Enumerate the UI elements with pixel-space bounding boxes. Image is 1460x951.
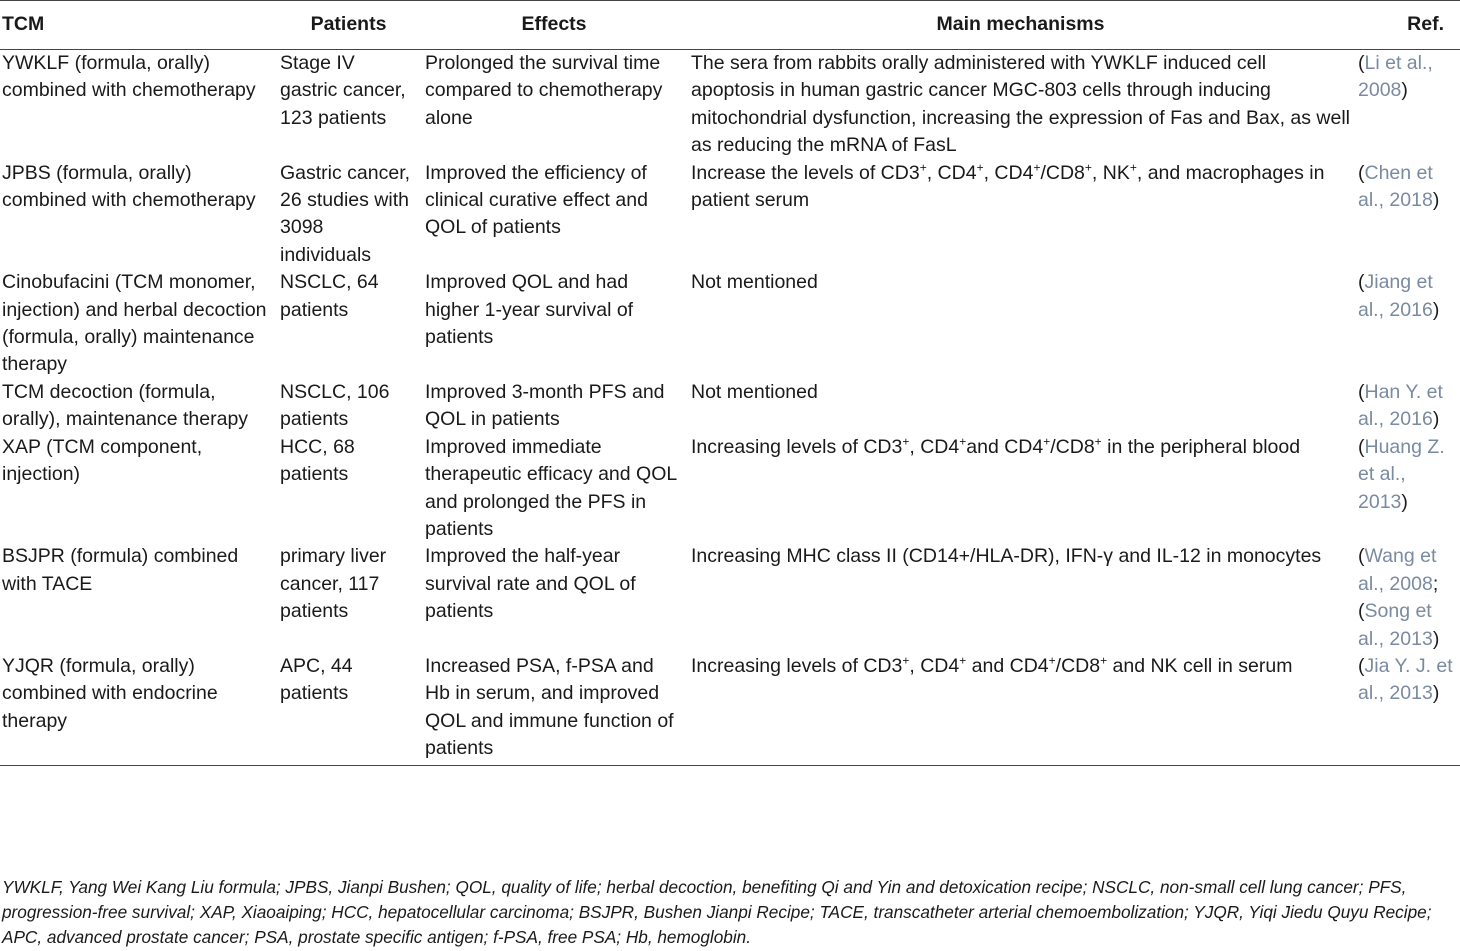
table-row	[0, 160, 1460, 270]
ref-citation[interactable]: (Song et al., 2013)	[1358, 600, 1440, 650]
header-patients: Patients	[276, 1, 421, 50]
mechanism-text: Increasing MHC class II (CD14+/HLA-DR), IFN-γ and IL-12 in monocytes	[691, 545, 1322, 568]
cell-patients: NSCLC, 64 patients	[280, 271, 379, 321]
cell-ref	[1354, 653, 1460, 765]
mechanism-text: and CD4	[966, 435, 1044, 458]
superscript-plus: +	[902, 653, 910, 668]
cell-tcm: XAP (TCM component, injection)	[2, 435, 203, 486]
mechanism-text: The sera from rabbits orally administered with YWKLF induced cell apoptosis in human gastric cancer MGC-803 cells through inducing mitochondrial dysfunction, increasing the expression of Fas and Bax, as well as reducing the mRNA of FasL	[691, 52, 1351, 157]
cell-patients: Gastric cancer, 26 studies with 3098 individuals	[280, 161, 411, 266]
ref-link[interactable]: Han Y. et al., 2016	[1358, 380, 1443, 431]
table-row	[0, 543, 1460, 653]
cell-tcm: YJQR (formula, orally) combined with endocrine therapy	[0, 653, 276, 765]
cell-main-mechanisms	[687, 269, 1354, 379]
ref-citation[interactable]: (Jia Y. J. et al., 2013)	[1358, 654, 1453, 705]
table-body	[0, 50, 1460, 766]
mechanism-text: and CD4	[966, 654, 1049, 677]
cell-ref	[1354, 269, 1460, 379]
table-row	[0, 269, 1460, 379]
superscript-plus: +	[976, 160, 984, 175]
superscript-plus: +	[959, 434, 967, 449]
ref-citation[interactable]: (Jiang et al., 2016)	[1358, 271, 1440, 321]
superscript-plus: +	[1129, 160, 1137, 175]
mechanism-text: Not mentioned	[691, 271, 818, 294]
cell-patients: HCC, 68 patients	[280, 435, 355, 486]
mechanism-text: and NK cell in serum	[1107, 654, 1293, 677]
mechanism-text: Increasing levels of CD3	[691, 654, 903, 677]
cell-tcm: TCM decoction (formula, orally), maintenance therapy	[2, 380, 249, 431]
superscript-plus: +	[1043, 434, 1051, 449]
header-ref: Ref.	[1354, 1, 1460, 50]
cell-tcm: JPBS (formula, orally) combined with chemotherapy	[2, 161, 256, 212]
cell-patients: primary liver cancer, 117 patients	[280, 545, 387, 623]
cell-effects: Improved the half-year survival rate and QOL of patients	[425, 545, 636, 623]
cell-effects: Improved QOL and had higher 1-year survival of patients	[425, 271, 634, 349]
cell-effects: Increased PSA, f-PSA and Hb in serum, and improved QOL and immune function of patients	[421, 653, 687, 765]
cell-ref	[1354, 379, 1460, 434]
cell-tcm: BSJPR (formula) combined with TACE	[2, 545, 239, 595]
ref-citation[interactable]: (Li et al., 2008)	[1358, 52, 1433, 102]
mechanism-text: /CD8	[1050, 435, 1095, 458]
ref-link[interactable]: Song et al., 2013	[1358, 600, 1433, 650]
mechanism-text: Increase the levels of CD3	[691, 161, 920, 184]
mechanism-text: /CD8	[1040, 161, 1085, 184]
table-row	[0, 50, 1460, 160]
mechanism-text: , NK	[1091, 161, 1130, 184]
mechanism-text: Not mentioned	[691, 380, 818, 403]
superscript-plus: +	[902, 434, 910, 449]
ref-citation[interactable]: (Han Y. et al., 2016)	[1358, 380, 1443, 431]
cell-ref	[1354, 50, 1460, 160]
cell-patients: NSCLC, 106 patients	[280, 380, 390, 431]
ref-citation[interactable]: (Chen et al., 2018)	[1358, 161, 1440, 212]
table-row	[0, 653, 1460, 765]
mechanism-text: /CD8	[1055, 654, 1101, 677]
mechanism-text: in the peripheral blood	[1101, 435, 1301, 458]
mechanism-text: , CD4	[909, 654, 960, 677]
ref-link[interactable]: Chen et al., 2018	[1358, 161, 1433, 212]
ref-citation[interactable]: (Huang Z. et al., 2013)	[1358, 435, 1445, 513]
superscript-plus: +	[1084, 160, 1092, 175]
table-header-row	[0, 1, 1460, 50]
mechanism-text: , and macrophages in patient serum	[691, 161, 1325, 212]
mechanism-text: Increasing levels of CD3	[691, 435, 903, 458]
ref-citation[interactable]: (Wang et al., 2008;	[1358, 545, 1439, 595]
superscript-plus: +	[1048, 653, 1056, 668]
cell-main-mechanisms	[687, 543, 1354, 653]
table-footnote: YWKLF, Yang Wei Kang Liu formula; JPBS, Jianpi Bushen; QOL, quality of life; herbal decoction, benefiting Qi and Yin and detoxication recipe; NSCLC, non-small cell lung cancer; PFS, progression-free survival; XAP, Xiaoaiping; HCC, hepatocellular carcinoma; BSJPR, Bushen Jianpi Recipe; TACE, transcatheter arterial chemoembolization; YJQR, Yiqi Jiedu Quyu Recipe; APC, advanced prostate cancer; PSA, prostate specific antigen; f-PSA, free PSA; Hb, hemoglobin.	[2, 877, 1432, 947]
cell-effects: Improved 3-month PFS and QOL in patients	[425, 380, 665, 431]
cell-tcm: YWKLF (formula, orally) combined with chemotherapy	[2, 52, 256, 102]
cell-tcm: Cinobufacini (TCM monomer, injection) and herbal decoction (formula, orally) maintenance therapy	[2, 271, 267, 376]
cell-main-mechanisms	[687, 160, 1354, 270]
cell-main-mechanisms	[687, 653, 1354, 765]
cell-patients: Stage IV gastric cancer, 123 patients	[280, 52, 406, 129]
cell-main-mechanisms	[687, 379, 1354, 434]
header-tcm: TCM	[0, 1, 276, 50]
table-row	[0, 434, 1460, 544]
mechanism-text: , CD4	[983, 161, 1034, 184]
cell-patients: APC, 44 patients	[276, 653, 421, 765]
ref-link[interactable]: Huang Z. et al., 2013	[1358, 435, 1445, 513]
header-main-mechanisms: Main mechanisms	[687, 1, 1354, 50]
ref-link[interactable]: Wang et al., 2008	[1358, 545, 1437, 595]
superscript-plus: +	[959, 653, 967, 668]
cell-ref	[1354, 160, 1460, 270]
cell-effects: Improved immediate therapeutic efficacy and QOL and prolonged the PFS in patients	[425, 435, 677, 540]
header-effects: Effects	[421, 1, 687, 50]
mechanism-text: , CD4	[926, 161, 977, 184]
cell-main-mechanisms	[687, 434, 1354, 544]
ref-link[interactable]: Jiang et al., 2016	[1358, 271, 1433, 321]
cell-effects: Improved the efficiency of clinical curative effect and QOL of patients	[425, 161, 648, 239]
superscript-plus: +	[1094, 434, 1102, 449]
cell-effects: Prolonged the survival time compared to chemotherapy alone	[425, 52, 663, 129]
table-row	[0, 379, 1460, 434]
superscript-plus: +	[919, 160, 927, 175]
superscript-plus: +	[1033, 160, 1041, 175]
cell-main-mechanisms	[687, 50, 1354, 160]
cell-ref	[1354, 543, 1460, 653]
cell-ref	[1354, 434, 1460, 544]
mechanism-text: , CD4	[909, 435, 960, 458]
ref-link[interactable]: Li et al., 2008	[1358, 52, 1433, 102]
ref-link[interactable]: Jia Y. J. et al., 2013	[1358, 654, 1453, 705]
superscript-plus: +	[1100, 653, 1108, 668]
